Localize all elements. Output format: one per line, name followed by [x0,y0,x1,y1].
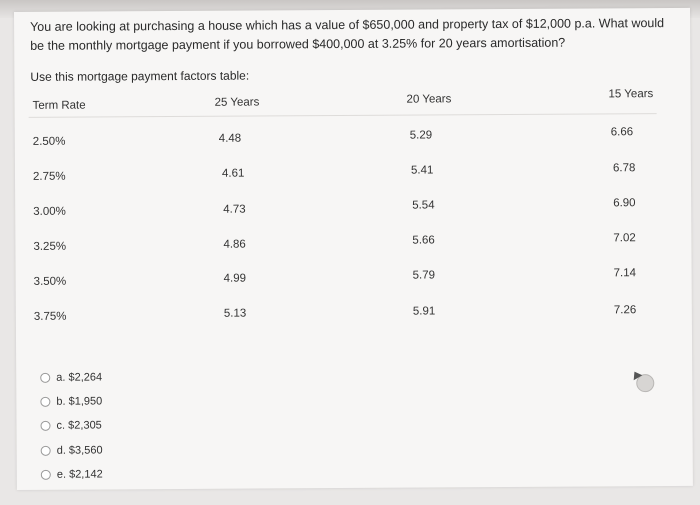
factor-cell: 5.79 [412,269,436,282]
option-label: b. $1,950 [56,395,103,408]
option-label: d. $3,560 [56,444,103,457]
factor-cell: 4.48 [218,132,242,145]
answer-option-e[interactable] [41,468,103,480]
factor-cell: 6.66 [610,126,634,139]
radio-button[interactable] [41,470,51,480]
option-label: e. $2,142 [56,468,103,481]
rate-cell: 3.50% [33,275,67,288]
answer-option-c[interactable] [40,419,101,431]
header-15-years: 15 Years [608,88,654,101]
factor-cell: 6.90 [613,197,636,210]
factor-cell: 5.54 [412,199,435,212]
header-25-years: 25 Years [214,96,260,109]
question-text: You are looking at purchasing a house which has a value of $650,000 and property tax of $12,000 p.a. What would be the monthly mortgage payment if you borrowed $400,000 at 3.25% for 20 years amortisation? [30,16,665,53]
rate-cell: 2.50% [32,135,66,148]
factor-cell: 4.61 [221,167,245,180]
answer-option-b[interactable] [40,395,102,407]
factor-cell: 5.91 [412,305,436,318]
factor-cell: 4.73 [223,203,246,216]
factor-cell: 5.41 [410,164,434,177]
factor-cell: 7.14 [613,267,637,280]
rate-cell: 2.75% [32,170,66,183]
radio-button[interactable] [40,397,50,407]
factor-cell: 7.02 [613,232,636,245]
factor-cell: 5.13 [223,307,247,320]
header-20-years: 20 Years [406,93,452,106]
factor-cell: 4.99 [223,272,247,285]
answer-option-a[interactable] [40,371,102,383]
header-term-rate: Term Rate [32,99,86,112]
question-card [14,8,693,490]
table-intro: Use this mortgage payment factors table: [30,68,250,84]
table-divider [29,113,657,118]
rate-cell: 3.75% [33,310,67,323]
answer-option-d[interactable] [41,444,103,456]
option-label: a. $2,264 [56,371,103,384]
mouse-cursor-icon [636,374,654,392]
radio-button[interactable] [40,373,50,383]
factor-cell: 4.86 [223,238,246,251]
factor-cell: 5.66 [412,234,435,247]
rate-cell: 3.00% [33,205,66,218]
radio-button[interactable] [40,421,50,431]
factor-cell: 6.78 [612,162,636,175]
factor-cell: 5.29 [409,129,433,142]
rate-cell: 3.25% [33,240,67,253]
factor-cell: 7.26 [613,304,637,317]
option-label: c. $2,305 [56,419,102,432]
radio-button[interactable] [41,446,51,456]
